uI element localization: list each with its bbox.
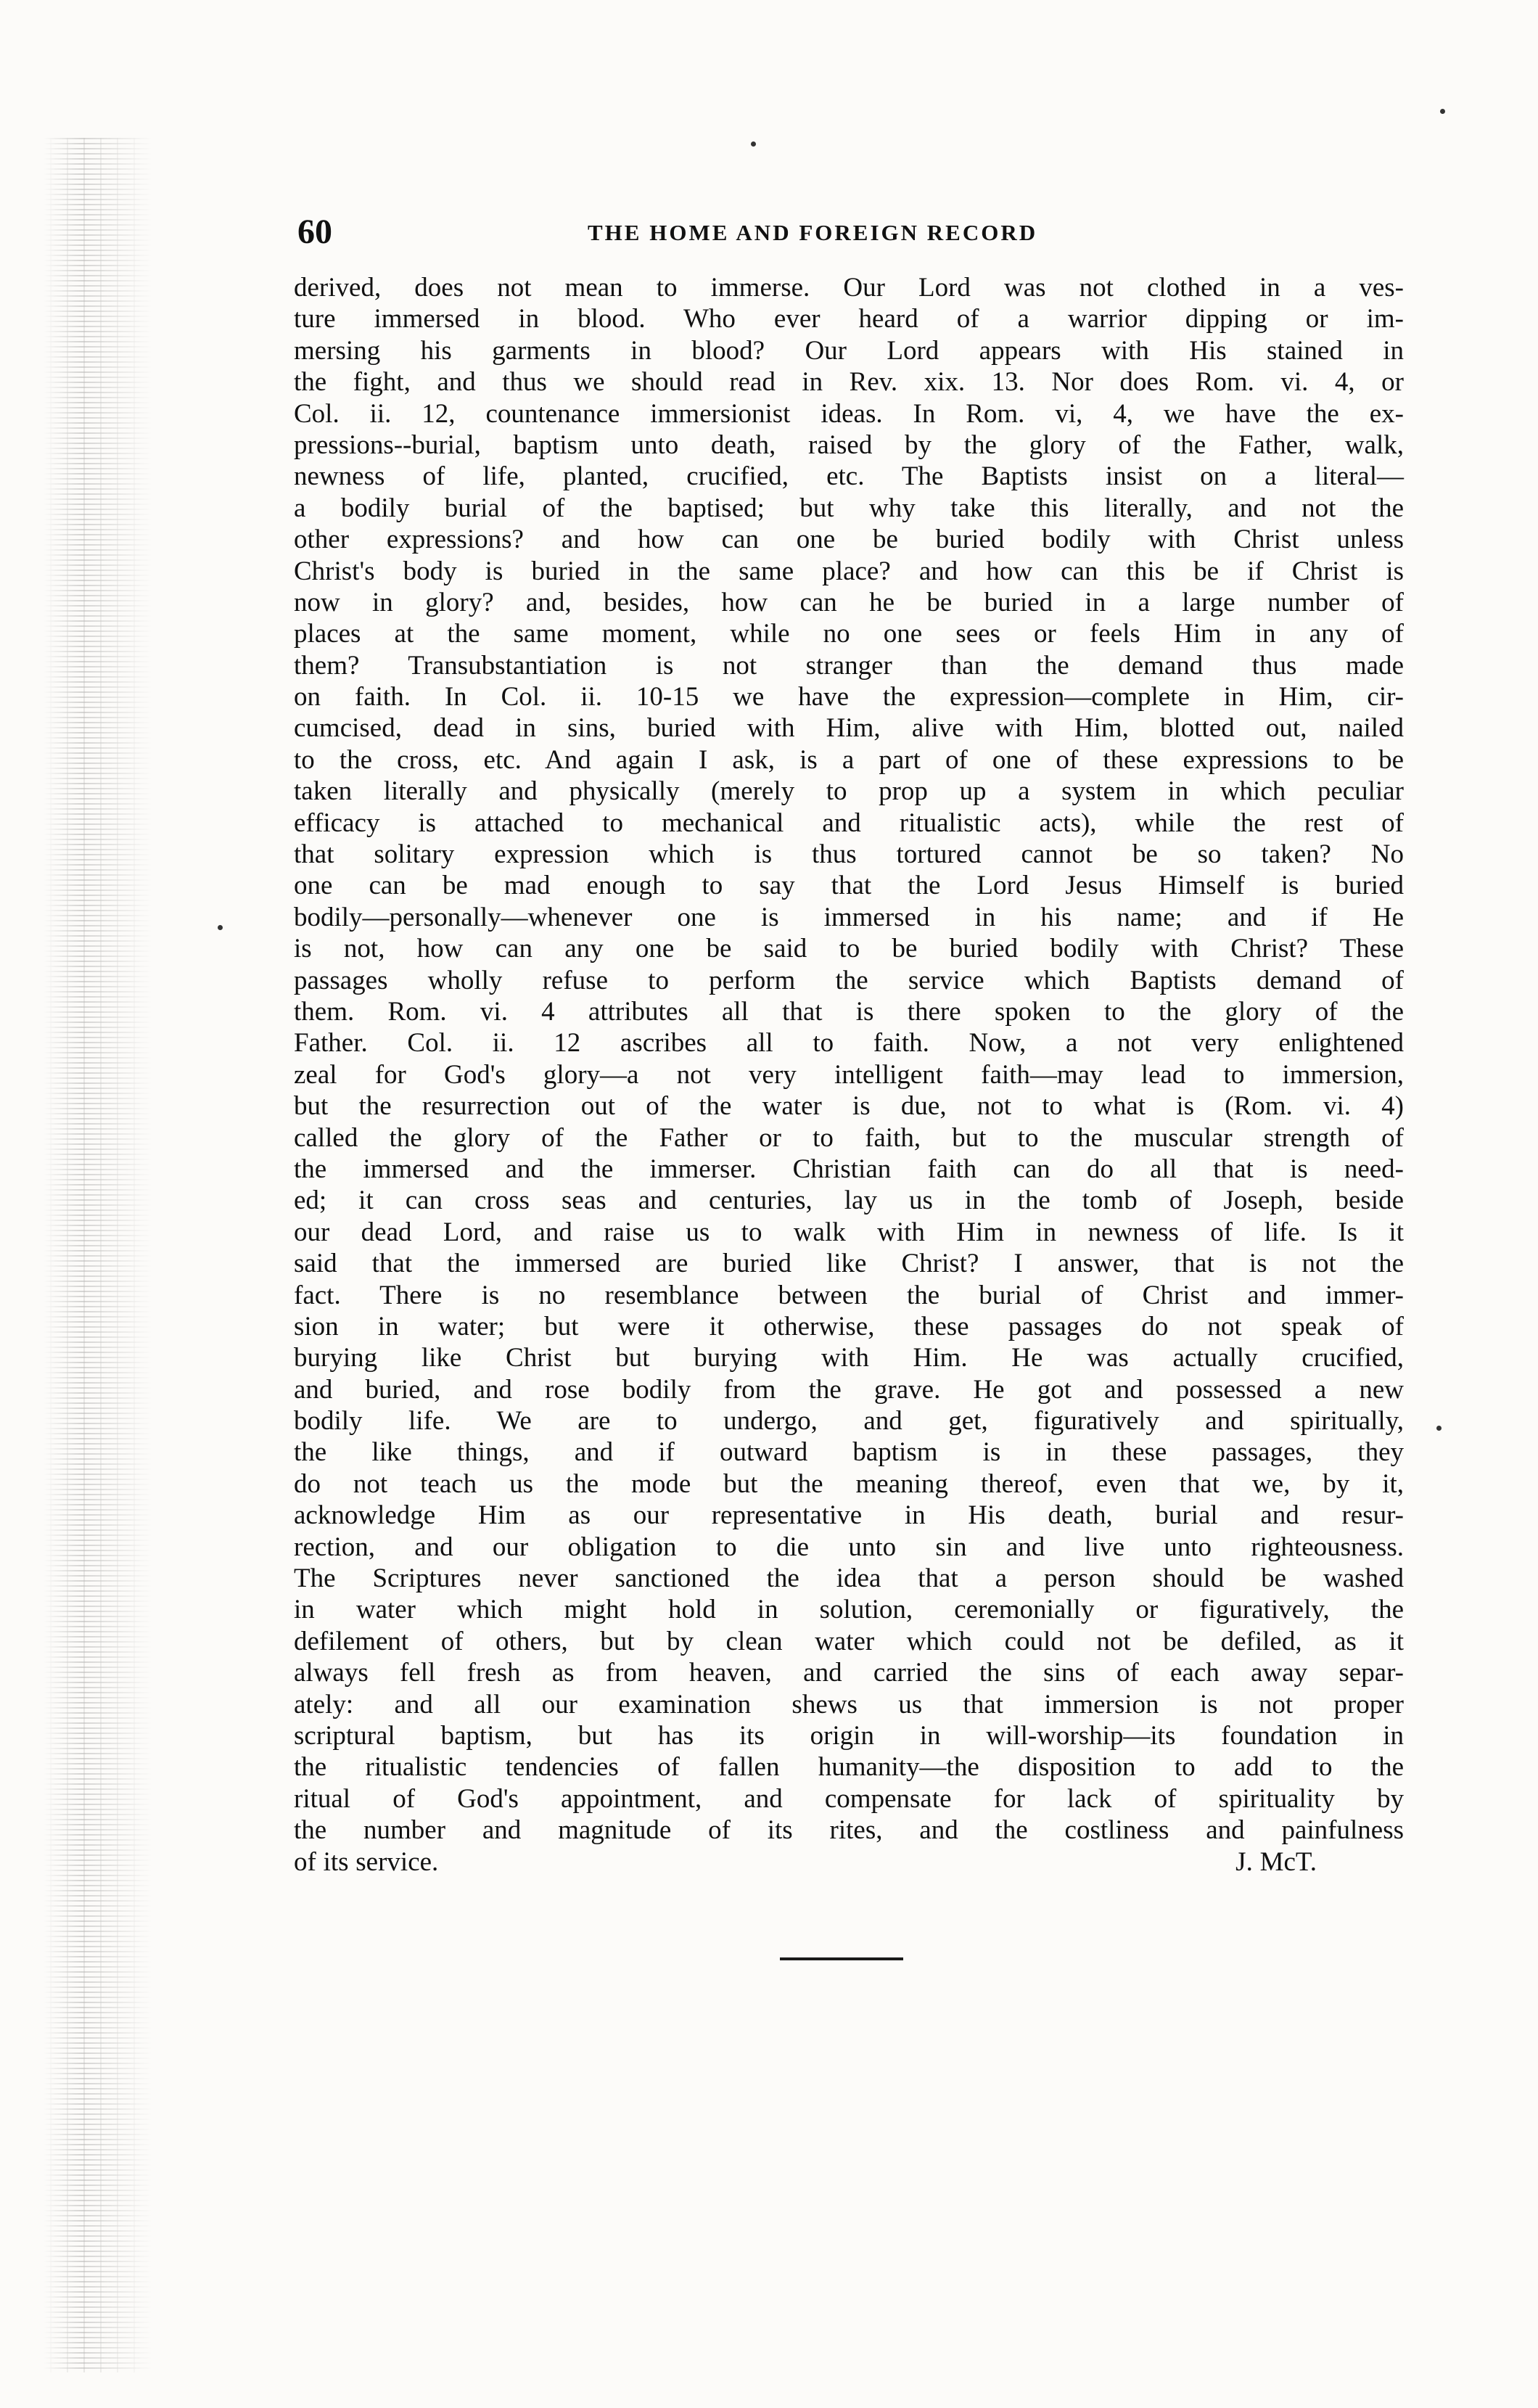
text-line: that solitary expression which is thus tortured cannot be so taken? No xyxy=(294,839,1404,870)
text-line: the immersed and the immerser. Christian faith can do all that is need- xyxy=(294,1154,1404,1184)
text-line: acknowledge Him as our representative in His death, burial and resur- xyxy=(294,1500,1404,1531)
text-line: do not teach us the mode but the meaning thereof, even that we, by it, xyxy=(294,1468,1404,1499)
text-line: Father. Col. ii. 12 ascribes all to faith. Now, a not very enlightened xyxy=(294,1028,1404,1059)
text-line: now in glory? and, besides, how can he be buried in a large number of xyxy=(294,587,1404,617)
text-line: the like things, and if outward baptism is in these passages, they xyxy=(294,1437,1404,1468)
ink-speck xyxy=(1440,109,1445,114)
text-line: bodily life. We are to undergo, and get, figuratively and spiritually, xyxy=(294,1406,1404,1437)
text-line: our dead Lord, and raise us to walk with Him in newness of life. Is it xyxy=(294,1217,1404,1247)
closing-rule xyxy=(780,1957,903,1960)
text-line: is not, how can any one be said to be buried bodily with Christ? These xyxy=(294,934,1404,964)
text-line: mersing his garments in blood? Our Lord appears with His stained in xyxy=(294,335,1404,366)
text-line: defilement of others, but by clean water which could not be defiled, as it xyxy=(294,1626,1404,1656)
text-line: sion in water; but were it otherwise, these passages do not speak of xyxy=(294,1311,1404,1341)
text-line: rection, and our obligation to die unto sin and live unto righteousness. xyxy=(294,1532,1404,1562)
text-line: said that the immersed are buried like Christ? I answer, that is not the xyxy=(294,1249,1404,1279)
text-line: ed; it can cross seas and centuries, lay us in the tomb of Joseph, beside xyxy=(294,1185,1404,1216)
page-number: 60 xyxy=(297,213,332,251)
text-line: ately: and all our examination shews us that immersion is not proper xyxy=(294,1689,1404,1719)
text-line: ritual of God's appointment, and compensate for lack of spirituality by xyxy=(294,1783,1404,1814)
text-line: the fight, and thus we should read in Rev. xix. 13. Nor does Rom. vi. 4, or xyxy=(294,367,1404,398)
running-head: THE HOME AND FOREIGN RECORD xyxy=(588,220,1038,245)
text-line: scriptural baptism, but has its origin in will-worship—its foundation in xyxy=(294,1720,1404,1751)
text-line: passages wholly refuse to perform the service which Baptists demand of xyxy=(294,965,1404,995)
text-line: fact. There is no resemblance between the burial of Christ and immer- xyxy=(294,1280,1404,1310)
text-line: taken literally and physically (merely to prop up a system in which peculiar xyxy=(294,776,1404,807)
text-line: them. Rom. vi. 4 attributes all that is there spoken to the glory of the xyxy=(294,996,1404,1027)
scan-gutter-shadow xyxy=(44,138,152,2372)
text-line: to the cross, etc. And again I ask, is a part of one of these expressions to be xyxy=(294,744,1404,775)
text-line: pressions--burial, baptism unto death, raised by the glory of the Father, walk, xyxy=(294,430,1404,460)
text-line: always fell fresh as from heaven, and carried the sins of each away separ- xyxy=(294,1658,1404,1688)
text-line: cumcised, dead in sins, buried with Him, alive with Him, blotted out, nailed xyxy=(294,713,1404,744)
text-line: burying like Christ but burying with Him. He was actually crucified, xyxy=(294,1343,1404,1373)
ink-speck xyxy=(1436,1426,1442,1431)
text-line: ture immersed in blood. Who ever heard of a warrior dipping or im- xyxy=(294,304,1404,334)
text-line: the number and magnitude of its rites, and the costliness and painfulness xyxy=(294,1815,1404,1846)
text-line: other expressions? and how can one be buried bodily with Christ unless xyxy=(294,525,1404,555)
text-line: newness of life, planted, crucified, etc. The Baptists insist on a literal— xyxy=(294,461,1404,492)
article-body xyxy=(294,272,1404,1878)
text-line: places at the same moment, while no one sees or feels Him in any of xyxy=(294,619,1404,649)
text-line: and buried, and rose bodily from the grave. He got and possessed a new xyxy=(294,1374,1404,1405)
ink-speck xyxy=(218,925,223,930)
ink-speck xyxy=(751,141,756,147)
text-line: efficacy is attached to mechanical and ritualistic acts), while the rest of xyxy=(294,808,1404,838)
text-line: one can be mad enough to say that the Lord Jesus Himself is buried xyxy=(294,871,1404,901)
text-line: of its service. J. McT. xyxy=(294,1846,1317,1877)
text-line: Col. ii. 12, countenance immersionist ideas. In Rom. vi, 4, we have the ex- xyxy=(294,398,1404,429)
text-line: The Scriptures never sanctioned the idea that a person should be washed xyxy=(294,1563,1404,1594)
text-line: zeal for God's glory—a not very intelligent faith—may lead to immersion, xyxy=(294,1059,1404,1090)
page-header xyxy=(297,210,1400,254)
text-line: them? Transubstantiation is not stranger than the demand thus made xyxy=(294,650,1404,681)
text-line: called the glory of the Father or to faith, but to the muscular strength of xyxy=(294,1122,1404,1153)
text-line: a bodily burial of the baptised; but why take this literally, and not the xyxy=(294,493,1404,523)
text-line: on faith. In Col. ii. 10-15 we have the expression—complete in Him, cir- xyxy=(294,682,1404,712)
author-signature: J. McT. xyxy=(1235,1846,1317,1877)
text-line: Christ's body is buried in the same place? and how can this be if Christ is xyxy=(294,556,1404,586)
text-line: the ritualistic tendencies of fallen humanity—the disposition to add to the xyxy=(294,1752,1404,1783)
text-line: in water which might hold in solution, ceremonially or figuratively, the xyxy=(294,1595,1404,1625)
text-line: but the resurrection out of the water is due, not to what is (Rom. vi. 4) xyxy=(294,1091,1404,1122)
text-line: derived, does not mean to immerse. Our Lord was not clothed in a ves- xyxy=(294,273,1404,303)
text-line: bodily—personally—whenever one is immersed in his name; and if He xyxy=(294,902,1404,932)
